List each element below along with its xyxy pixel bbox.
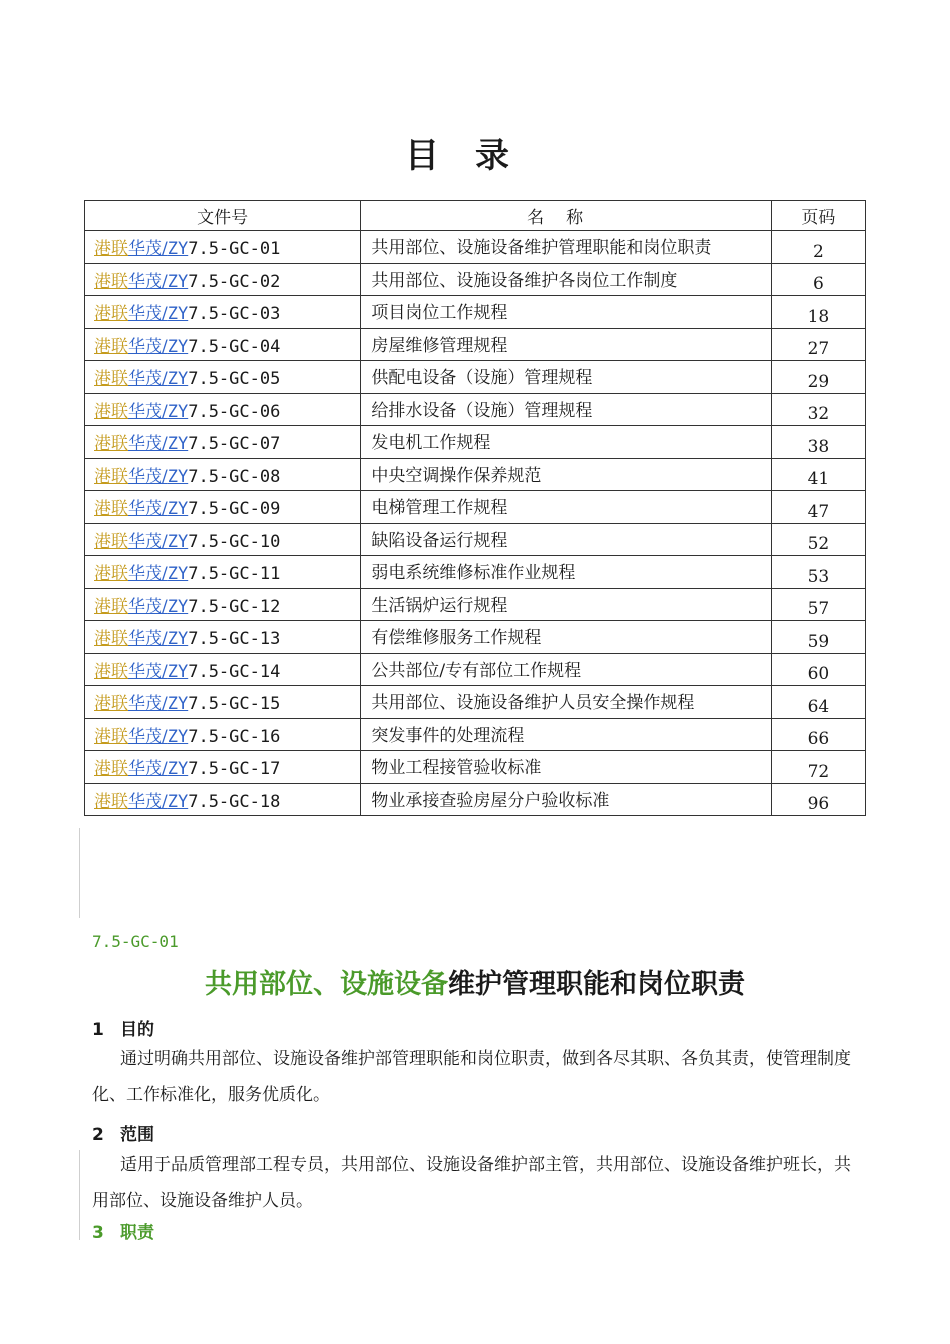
org-part2[interactable]: 华茂/: [128, 271, 168, 292]
doc-code: 7.5-GC-13: [188, 629, 281, 650]
toc-row: [85, 491, 866, 524]
margin-line: [79, 1150, 80, 1240]
doc-code: 7.5-GC-04: [188, 336, 281, 357]
org-part3[interactable]: ZY: [167, 499, 189, 520]
org-part1[interactable]: 港联: [94, 531, 128, 552]
toc-body: [85, 231, 866, 816]
org-part2[interactable]: 华茂/: [128, 759, 168, 780]
toc-doc-no[interactable]: [85, 458, 361, 491]
org-part2[interactable]: 华茂/: [128, 434, 168, 455]
toc-row: [85, 263, 866, 296]
org-part3[interactable]: ZY: [167, 434, 189, 455]
org-part3[interactable]: ZY: [167, 531, 189, 552]
toc-row: [85, 426, 866, 459]
toc-doc-name: 给排水设备（设施）管理规程: [361, 393, 772, 426]
toc-doc-name: 生活锅炉运行规程: [361, 588, 772, 621]
doc-code: 7.5-GC-07: [188, 434, 281, 455]
toc-doc-no[interactable]: [85, 263, 361, 296]
section-code: 7.5-GC-01: [92, 932, 179, 951]
org-part1[interactable]: 港联: [94, 596, 128, 617]
org-part1[interactable]: 港联: [94, 304, 128, 325]
toc-row: [85, 588, 866, 621]
org-part1[interactable]: 港联: [94, 564, 128, 585]
toc-doc-no[interactable]: [85, 328, 361, 361]
section-title: [0, 962, 950, 1001]
toc-page-number: 72: [771, 751, 865, 784]
toc-doc-no[interactable]: [85, 751, 361, 784]
section-title-green: 共用部位、设施设备: [205, 969, 448, 1000]
toc-doc-no[interactable]: [85, 718, 361, 751]
heading-purpose: 1 目的: [92, 1020, 154, 1040]
org-part2[interactable]: 华茂/: [128, 661, 168, 682]
doc-code: 7.5-GC-09: [188, 499, 281, 520]
org-part3[interactable]: ZY: [167, 466, 189, 487]
org-part2[interactable]: 华茂/: [128, 466, 168, 487]
org-part1[interactable]: 港联: [94, 629, 128, 650]
toc-row: [85, 523, 866, 556]
org-part2[interactable]: 华茂/: [128, 531, 168, 552]
org-part3[interactable]: ZY: [167, 564, 189, 585]
org-part1[interactable]: 港联: [94, 271, 128, 292]
org-part1[interactable]: 港联: [94, 661, 128, 682]
org-part3[interactable]: ZY: [167, 304, 189, 325]
toc-header-row: [85, 201, 866, 231]
org-part3[interactable]: ZY: [167, 596, 189, 617]
toc-doc-no[interactable]: [85, 426, 361, 459]
toc-doc-name: 公共部位/专有部位工作规程: [361, 653, 772, 686]
toc-doc-no[interactable]: [85, 686, 361, 719]
toc-doc-no[interactable]: [85, 523, 361, 556]
margin-line: [79, 828, 80, 918]
org-part3[interactable]: ZY: [167, 759, 189, 780]
toc-doc-no[interactable]: [85, 231, 361, 264]
toc-row: [85, 718, 866, 751]
toc-doc-name: 共用部位、设施设备维护人员安全操作规程: [361, 686, 772, 719]
toc-doc-name: 发电机工作规程: [361, 426, 772, 459]
toc-doc-no[interactable]: [85, 621, 361, 654]
org-part3[interactable]: ZY: [167, 694, 189, 715]
org-part1[interactable]: 港联: [94, 401, 128, 422]
toc-table: [84, 200, 866, 816]
heading-duties: 3 职责: [92, 1223, 154, 1243]
org-part2[interactable]: 华茂/: [128, 596, 168, 617]
toc-page-number: 41: [771, 458, 865, 491]
toc-doc-name: 共用部位、设施设备维护各岗位工作制度: [361, 263, 772, 296]
org-part2[interactable]: 华茂/: [128, 629, 168, 650]
toc-title: 目录: [405, 136, 545, 176]
toc-row: [85, 393, 866, 426]
org-part1[interactable]: 港联: [94, 369, 128, 390]
doc-code: 7.5-GC-16: [188, 726, 281, 747]
org-part3[interactable]: ZY: [167, 271, 189, 292]
org-part3[interactable]: ZY: [167, 401, 189, 422]
toc-page-number: 66: [771, 718, 865, 751]
toc-page-number: 47: [771, 491, 865, 524]
toc-row: [85, 783, 866, 816]
toc-doc-name: 有偿维修服务工作规程: [361, 621, 772, 654]
toc-row: [85, 458, 866, 491]
toc-doc-name: 中央空调操作保养规范: [361, 458, 772, 491]
toc-doc-no[interactable]: [85, 783, 361, 816]
doc-code: 7.5-GC-14: [188, 661, 281, 682]
toc-page-number: 2: [771, 231, 865, 264]
org-part1[interactable]: 港联: [94, 694, 128, 715]
toc-row: [85, 328, 866, 361]
doc-code: 7.5-GC-10: [188, 531, 281, 552]
toc-doc-no[interactable]: [85, 588, 361, 621]
toc-page-number: 57: [771, 588, 865, 621]
org-part1[interactable]: 港联: [94, 499, 128, 520]
toc-doc-no[interactable]: [85, 393, 361, 426]
doc-code: 7.5-GC-06: [188, 401, 281, 422]
org-part2[interactable]: 华茂/: [128, 791, 168, 812]
org-part1[interactable]: 港联: [94, 239, 128, 260]
toc-page-number: 59: [771, 621, 865, 654]
org-part3[interactable]: ZY: [167, 661, 189, 682]
doc-code: 7.5-GC-12: [188, 596, 281, 617]
toc-doc-name: 共用部位、设施设备维护管理职能和岗位职责: [361, 231, 772, 264]
org-part1[interactable]: 港联: [94, 434, 128, 455]
toc-page-number: 18: [771, 296, 865, 329]
toc-doc-name: 突发事件的处理流程: [361, 718, 772, 751]
section-title-rest: 维护管理职能和岗位职责: [448, 969, 745, 1000]
toc-page-number: 27: [771, 328, 865, 361]
org-part1[interactable]: 港联: [94, 759, 128, 780]
toc-row: [85, 296, 866, 329]
toc-page-number: 53: [771, 556, 865, 589]
org-part1[interactable]: 港联: [94, 466, 128, 487]
toc-doc-name: 缺陷设备运行规程: [361, 523, 772, 556]
paragraph-purpose: 通过明确共用部位、设施设备维护部管理职能和岗位职责，做到各尽其职、各负其责，使管理制度化、工作标准化，服务优质化。: [92, 1049, 851, 1105]
toc-page-number: 6: [771, 263, 865, 296]
header-doc-no: 文件号: [85, 201, 361, 231]
doc-code: 7.5-GC-01: [188, 239, 281, 260]
org-part2[interactable]: 华茂/: [128, 726, 168, 747]
toc-page-number: 32: [771, 393, 865, 426]
doc-code: 7.5-GC-18: [188, 791, 281, 812]
org-part3[interactable]: ZY: [167, 239, 189, 260]
heading-scope: 2 范围: [92, 1125, 154, 1145]
toc-doc-name: 项目岗位工作规程: [361, 296, 772, 329]
header-name: 名称: [361, 201, 772, 231]
org-part3[interactable]: ZY: [167, 791, 189, 812]
org-part1[interactable]: 港联: [94, 336, 128, 357]
doc-code: 7.5-GC-03: [188, 304, 281, 325]
org-part1[interactable]: 港联: [94, 791, 128, 812]
org-part2[interactable]: 华茂/: [128, 694, 168, 715]
org-part2[interactable]: 华茂/: [128, 401, 168, 422]
org-part3[interactable]: ZY: [167, 336, 189, 357]
toc-doc-no[interactable]: [85, 491, 361, 524]
org-part2[interactable]: 华茂/: [128, 304, 168, 325]
toc-doc-no[interactable]: [85, 653, 361, 686]
toc-doc-name: 电梯管理工作规程: [361, 491, 772, 524]
toc-doc-name: 物业承接查验房屋分户验收标准: [361, 783, 772, 816]
toc-doc-name: 物业工程接管验收标准: [361, 751, 772, 784]
org-part2[interactable]: 华茂/: [128, 499, 168, 520]
doc-code: 7.5-GC-17: [188, 759, 281, 780]
toc-doc-no[interactable]: [85, 556, 361, 589]
toc-page-number: 64: [771, 686, 865, 719]
toc-row: [85, 621, 866, 654]
toc-row: [85, 751, 866, 784]
toc-row: [85, 686, 866, 719]
toc-row: [85, 556, 866, 589]
toc-page-number: 29: [771, 361, 865, 394]
doc-code: 7.5-GC-02: [188, 271, 281, 292]
org-part2[interactable]: 华茂/: [128, 564, 168, 585]
toc-row: [85, 361, 866, 394]
doc-code: 7.5-GC-11: [188, 564, 281, 585]
toc-doc-no[interactable]: [85, 361, 361, 394]
toc-doc-name: 供配电设备（设施）管理规程: [361, 361, 772, 394]
doc-code: 7.5-GC-08: [188, 466, 281, 487]
org-part3[interactable]: ZY: [167, 629, 189, 650]
toc-row: [85, 231, 866, 264]
paragraph-scope: 适用于品质管理部工程专员，共用部位、设施设备维护部主管，共用部位、设施设备维护班长，共用部位、设施设备维护人员。: [92, 1155, 851, 1211]
org-part2[interactable]: 华茂/: [128, 369, 168, 390]
toc-doc-name: 弱电系统维修标准作业规程: [361, 556, 772, 589]
header-page: 页码: [771, 201, 865, 231]
toc-page-number: 38: [771, 426, 865, 459]
org-part3[interactable]: ZY: [167, 726, 189, 747]
org-part1[interactable]: 港联: [94, 726, 128, 747]
org-part2[interactable]: 华茂/: [128, 239, 168, 260]
toc-doc-no[interactable]: [85, 296, 361, 329]
toc-page-number: 60: [771, 653, 865, 686]
org-part3[interactable]: ZY: [167, 369, 189, 390]
org-part2[interactable]: 华茂/: [128, 336, 168, 357]
toc-row: [85, 653, 866, 686]
doc-code: 7.5-GC-05: [188, 369, 281, 390]
doc-code: 7.5-GC-15: [188, 694, 281, 715]
toc-doc-name: 房屋维修管理规程: [361, 328, 772, 361]
toc-page-number: 52: [771, 523, 865, 556]
toc-page-number: 96: [771, 783, 865, 816]
